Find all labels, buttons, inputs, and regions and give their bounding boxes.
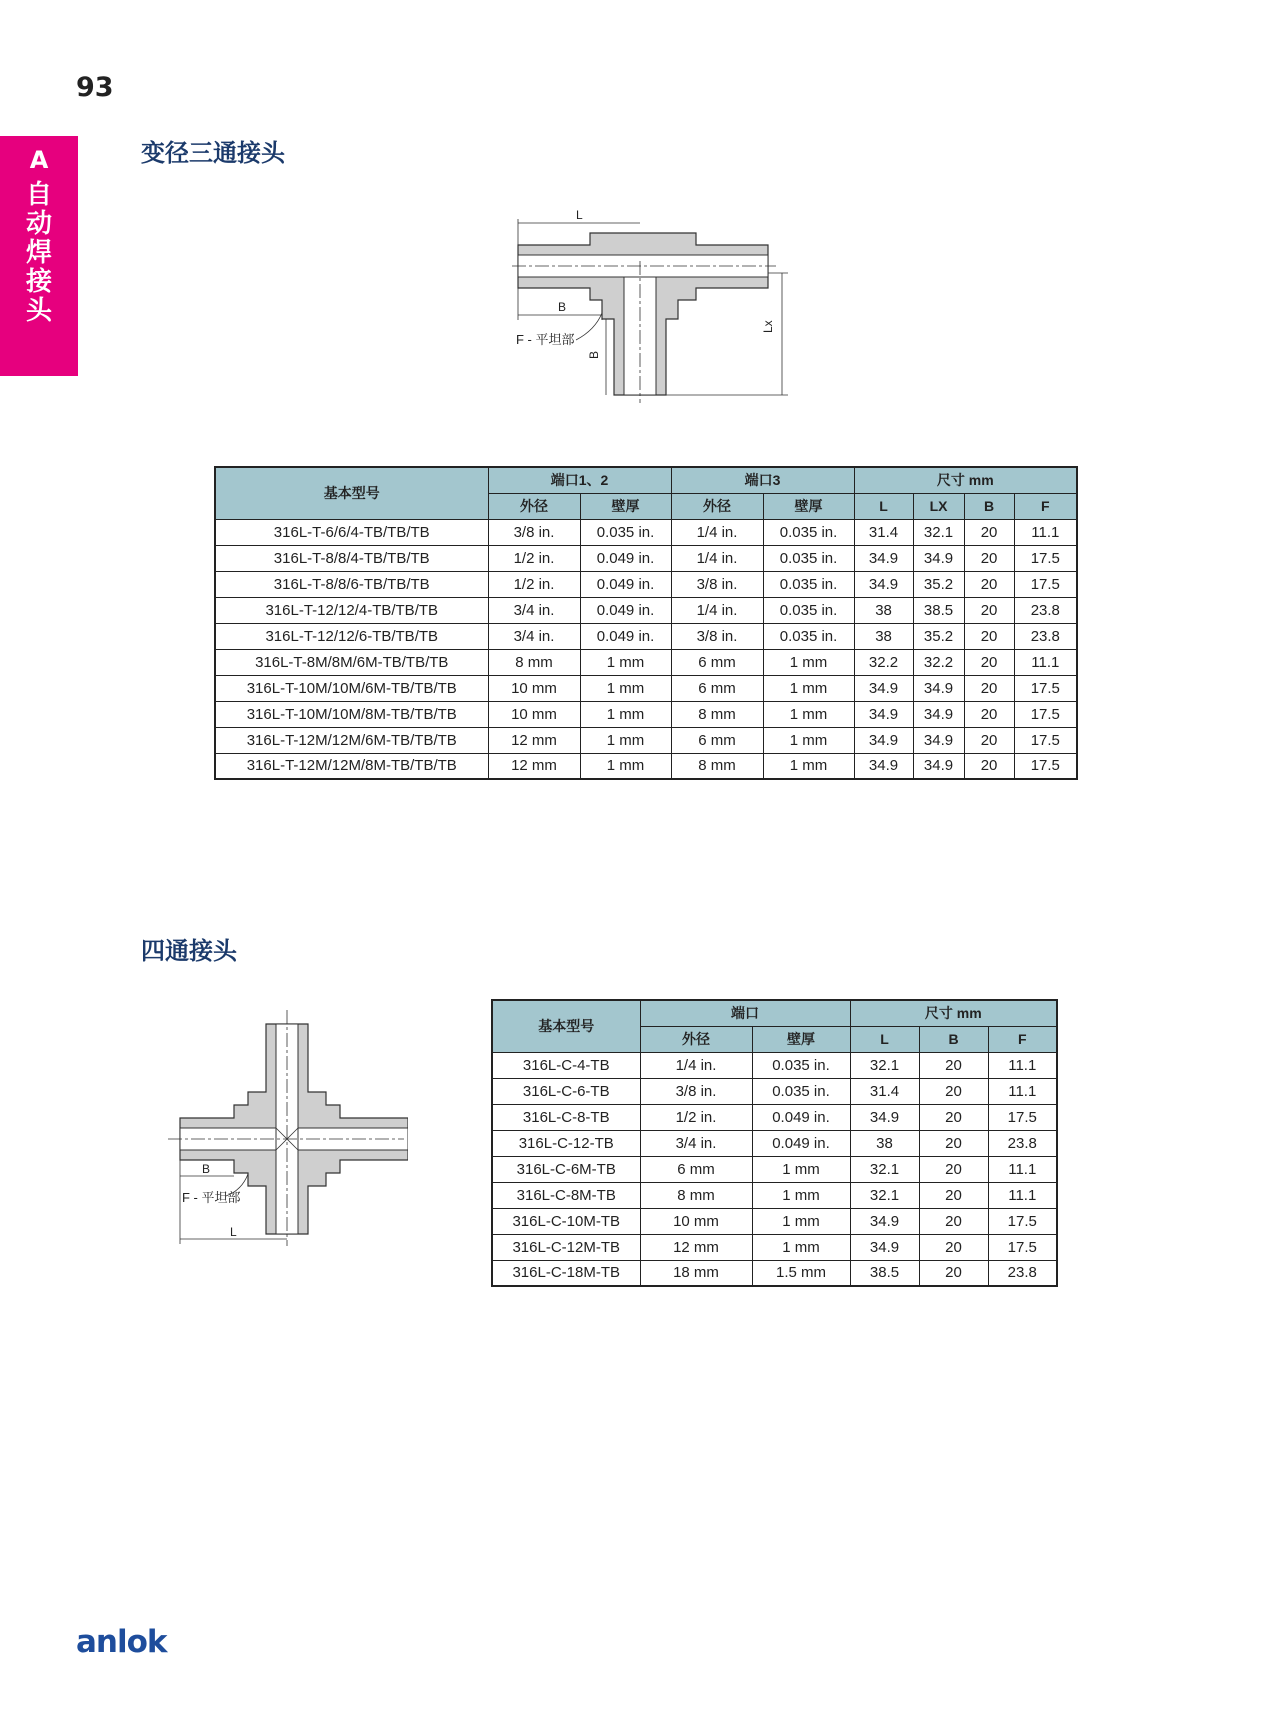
table-row — [215, 727, 1077, 753]
header-port-1-2: 端口1、2 — [488, 467, 671, 493]
table-cell: 0.035 in. — [763, 519, 854, 545]
table-cell: 1 mm — [763, 727, 854, 753]
table-cell: 31.4 — [854, 519, 913, 545]
table-row — [215, 753, 1077, 779]
table-cell: 1 mm — [580, 649, 671, 675]
table-row — [215, 597, 1077, 623]
model-number-cell: 316L-C-8-TB — [492, 1104, 640, 1130]
table-cell: 20 — [964, 675, 1014, 701]
reducing-tee-table — [214, 466, 1078, 780]
table-cell: 34.9 — [854, 753, 913, 779]
table-cell: 12 mm — [488, 727, 580, 753]
cross-diagram — [168, 1010, 408, 1250]
table-cell: 10 mm — [640, 1208, 752, 1234]
table-cell: 34.9 — [854, 701, 913, 727]
table-cell: 1/2 in. — [488, 545, 580, 571]
header-od-port12: 外径 — [488, 493, 580, 519]
header-port-3: 端口3 — [671, 467, 854, 493]
table-cell: 0.035 in. — [763, 545, 854, 571]
table-cell: 6 mm — [671, 727, 763, 753]
model-number-cell: 316L-C-6M-TB — [492, 1156, 640, 1182]
model-number-cell: 316L-C-12M-TB — [492, 1234, 640, 1260]
table-cell: 32.2 — [913, 649, 964, 675]
table-cell: 23.8 — [988, 1130, 1057, 1156]
header-od-port3: 外径 — [671, 493, 763, 519]
table-cell: 34.9 — [913, 727, 964, 753]
table-cell: 34.9 — [854, 727, 913, 753]
model-number-cell: 316L-T-12M/12M/8M-TB/TB/TB — [215, 753, 488, 779]
table-cell: 0.035 in. — [580, 519, 671, 545]
cross-table-body — [492, 1052, 1057, 1286]
table-cell: 1 mm — [763, 649, 854, 675]
model-number-cell: 316L-C-18M-TB — [492, 1260, 640, 1286]
table-cell: 34.9 — [913, 753, 964, 779]
table-cell: 34.9 — [854, 675, 913, 701]
table-cell: 0.035 in. — [763, 623, 854, 649]
section-title-cross: 四通接头 — [141, 937, 237, 965]
table-cell: 20 — [964, 519, 1014, 545]
header-L: L — [854, 493, 913, 519]
header-B: B — [919, 1026, 988, 1052]
table-cell: 0.049 in. — [580, 623, 671, 649]
table-cell: 20 — [964, 753, 1014, 779]
dim-label-B-side: B — [587, 350, 601, 359]
table-cell: 20 — [964, 701, 1014, 727]
section-title-reducing-tee: 变径三通接头 — [141, 139, 285, 167]
table-cell: 20 — [919, 1130, 988, 1156]
model-number-cell: 316L-T-8M/8M/6M-TB/TB/TB — [215, 649, 488, 675]
table-cell: 23.8 — [1014, 597, 1077, 623]
table-row — [492, 1260, 1057, 1286]
table-cell: 3/8 in. — [671, 571, 763, 597]
table-row — [492, 1182, 1057, 1208]
dim-label-Lx: Lx — [761, 320, 775, 333]
model-number-cell: 316L-C-10M-TB — [492, 1208, 640, 1234]
table-cell: 1 mm — [752, 1156, 850, 1182]
table-row — [215, 623, 1077, 649]
header-dimensions: 尺寸 mm — [854, 467, 1077, 493]
table-cell: 34.9 — [850, 1208, 919, 1234]
table-cell: 32.1 — [913, 519, 964, 545]
table-cell: 20 — [964, 597, 1014, 623]
table-cell: 1 mm — [580, 675, 671, 701]
table-cell: 32.1 — [850, 1052, 919, 1078]
table-cell: 32.1 — [850, 1182, 919, 1208]
table-cell: 1 mm — [580, 727, 671, 753]
table-cell: 23.8 — [988, 1260, 1057, 1286]
table-cell: 34.9 — [850, 1104, 919, 1130]
table-cell: 20 — [964, 545, 1014, 571]
header-F: F — [1014, 493, 1077, 519]
header-model: 基本型号 — [492, 1000, 640, 1052]
table-cell: 20 — [919, 1078, 988, 1104]
table-row — [215, 519, 1077, 545]
table-row — [492, 1078, 1057, 1104]
model-number-cell: 316L-C-12-TB — [492, 1130, 640, 1156]
table-row — [492, 1208, 1057, 1234]
table-cell: 20 — [919, 1260, 988, 1286]
table-cell: 1 mm — [763, 675, 854, 701]
table-cell: 0.049 in. — [580, 571, 671, 597]
table-cell: 1 mm — [752, 1182, 850, 1208]
table-cell: 3/8 in. — [671, 623, 763, 649]
page-number: 93 — [76, 72, 114, 103]
table-cell: 11.1 — [988, 1156, 1057, 1182]
model-number-cell: 316L-T-10M/10M/6M-TB/TB/TB — [215, 675, 488, 701]
table-cell: 1 mm — [763, 753, 854, 779]
table-cell: 11.1 — [988, 1182, 1057, 1208]
header-wall: 壁厚 — [752, 1026, 850, 1052]
table-cell: 1/2 in. — [640, 1104, 752, 1130]
table-cell: 35.2 — [913, 571, 964, 597]
table-cell: 3/4 in. — [640, 1130, 752, 1156]
cross-table — [491, 999, 1058, 1287]
table-cell: 17.5 — [1014, 545, 1077, 571]
table-row — [492, 1052, 1057, 1078]
table-cell: 17.5 — [988, 1208, 1057, 1234]
table-cell: 10 mm — [488, 675, 580, 701]
table-row — [215, 675, 1077, 701]
table-cell: 0.049 in. — [752, 1104, 850, 1130]
table-cell: 32.2 — [854, 649, 913, 675]
table-cell: 34.9 — [854, 571, 913, 597]
table-cell: 34.9 — [854, 545, 913, 571]
model-number-cell: 316L-C-4-TB — [492, 1052, 640, 1078]
header-port: 端口 — [640, 1000, 850, 1026]
table-cell: 3/8 in. — [488, 519, 580, 545]
table-cell: 1 mm — [752, 1234, 850, 1260]
model-number-cell: 316L-T-8/8/6-TB/TB/TB — [215, 571, 488, 597]
flat-section-label: F - 平坦部 — [182, 1190, 241, 1205]
table-cell: 12 mm — [488, 753, 580, 779]
model-number-cell: 316L-T-10M/10M/8M-TB/TB/TB — [215, 701, 488, 727]
side-tab-text: 自动焊接头 — [25, 180, 52, 326]
table-cell: 20 — [919, 1182, 988, 1208]
table-cell: 31.4 — [850, 1078, 919, 1104]
table-row — [215, 701, 1077, 727]
model-number-cell: 316L-T-8/8/4-TB/TB/TB — [215, 545, 488, 571]
table-cell: 32.1 — [850, 1156, 919, 1182]
header-model: 基本型号 — [215, 467, 488, 519]
header-dimensions: 尺寸 mm — [850, 1000, 1057, 1026]
table-cell: 0.049 in. — [580, 545, 671, 571]
side-tab-letter: A — [29, 146, 49, 174]
model-number-cell: 316L-C-6-TB — [492, 1078, 640, 1104]
section-side-tab — [0, 136, 78, 376]
table-cell: 1 mm — [580, 701, 671, 727]
table-cell: 34.9 — [850, 1234, 919, 1260]
table-cell: 6 mm — [671, 675, 763, 701]
table-cell: 34.9 — [913, 545, 964, 571]
header-wall-port3: 壁厚 — [763, 493, 854, 519]
table-row — [215, 571, 1077, 597]
dim-label-L: L — [576, 208, 583, 222]
table-cell: 0.035 in. — [752, 1052, 850, 1078]
table-cell: 20 — [919, 1104, 988, 1130]
table-cell: 17.5 — [988, 1104, 1057, 1130]
table-cell: 8 mm — [488, 649, 580, 675]
table-cell: 11.1 — [1014, 519, 1077, 545]
header-od: 外径 — [640, 1026, 752, 1052]
model-number-cell: 316L-T-6/6/4-TB/TB/TB — [215, 519, 488, 545]
table-cell: 8 mm — [671, 701, 763, 727]
header-LX: LX — [913, 493, 964, 519]
model-number-cell: 316L-C-8M-TB — [492, 1182, 640, 1208]
table-cell: 17.5 — [1014, 675, 1077, 701]
table-row — [492, 1234, 1057, 1260]
table-cell: 17.5 — [988, 1234, 1057, 1260]
table-cell: 17.5 — [1014, 701, 1077, 727]
reducing-tee-diagram — [510, 205, 790, 405]
table-cell: 20 — [919, 1052, 988, 1078]
table-cell: 6 mm — [640, 1156, 752, 1182]
table-cell: 0.035 in. — [763, 597, 854, 623]
table-cell: 20 — [919, 1156, 988, 1182]
table-cell: 1/4 in. — [640, 1052, 752, 1078]
table-cell: 1 mm — [580, 753, 671, 779]
table-cell: 17.5 — [1014, 753, 1077, 779]
table-cell: 1/4 in. — [671, 597, 763, 623]
table-cell: 11.1 — [1014, 649, 1077, 675]
table-row — [492, 1156, 1057, 1182]
model-number-cell: 316L-T-12/12/4-TB/TB/TB — [215, 597, 488, 623]
dim-label-B-top: B — [558, 300, 567, 314]
table-cell: 34.9 — [913, 675, 964, 701]
table-row — [215, 545, 1077, 571]
table-cell: 35.2 — [913, 623, 964, 649]
table-cell: 18 mm — [640, 1260, 752, 1286]
table-cell: 17.5 — [1014, 571, 1077, 597]
table-cell: 0.035 in. — [752, 1078, 850, 1104]
table-cell: 20 — [964, 623, 1014, 649]
table-cell: 1/4 in. — [671, 545, 763, 571]
model-number-cell: 316L-T-12/12/6-TB/TB/TB — [215, 623, 488, 649]
table-cell: 38.5 — [850, 1260, 919, 1286]
table-cell: 17.5 — [1014, 727, 1077, 753]
table-cell: 20 — [964, 649, 1014, 675]
table-cell: 20 — [919, 1208, 988, 1234]
table-cell: 10 mm — [488, 701, 580, 727]
table-cell: 34.9 — [913, 701, 964, 727]
table-cell: 38 — [850, 1130, 919, 1156]
table-cell: 3/4 in. — [488, 597, 580, 623]
table-cell: 38.5 — [913, 597, 964, 623]
header-wall-port12: 壁厚 — [580, 493, 671, 519]
table-cell: 1/4 in. — [671, 519, 763, 545]
model-number-cell: 316L-T-12M/12M/6M-TB/TB/TB — [215, 727, 488, 753]
header-F: F — [988, 1026, 1057, 1052]
table-cell: 1 mm — [763, 701, 854, 727]
table-cell: 8 mm — [671, 753, 763, 779]
header-B: B — [964, 493, 1014, 519]
table-cell: 3/4 in. — [488, 623, 580, 649]
table-cell: 20 — [919, 1234, 988, 1260]
table-cell: 1 mm — [752, 1208, 850, 1234]
reducing-tee-table-body — [215, 519, 1077, 779]
table-cell: 20 — [964, 571, 1014, 597]
header-L: L — [850, 1026, 919, 1052]
table-cell: 23.8 — [1014, 623, 1077, 649]
dim-label-B: B — [202, 1162, 211, 1176]
table-cell: 0.035 in. — [763, 571, 854, 597]
table-row — [492, 1104, 1057, 1130]
table-cell: 11.1 — [988, 1078, 1057, 1104]
table-cell: 6 mm — [671, 649, 763, 675]
dim-label-L: L — [230, 1225, 237, 1239]
table-cell: 0.049 in. — [752, 1130, 850, 1156]
table-cell: 8 mm — [640, 1182, 752, 1208]
table-cell: 38 — [854, 623, 913, 649]
table-cell: 0.049 in. — [580, 597, 671, 623]
table-cell: 38 — [854, 597, 913, 623]
table-cell: 20 — [964, 727, 1014, 753]
table-cell: 1/2 in. — [488, 571, 580, 597]
table-row — [492, 1130, 1057, 1156]
table-cell: 1.5 mm — [752, 1260, 850, 1286]
table-cell: 12 mm — [640, 1234, 752, 1260]
flat-section-label: F - 平坦部 — [516, 332, 575, 347]
table-cell: 3/8 in. — [640, 1078, 752, 1104]
brand-logo: anlok — [76, 1624, 167, 1660]
table-row — [215, 649, 1077, 675]
table-cell: 11.1 — [988, 1052, 1057, 1078]
